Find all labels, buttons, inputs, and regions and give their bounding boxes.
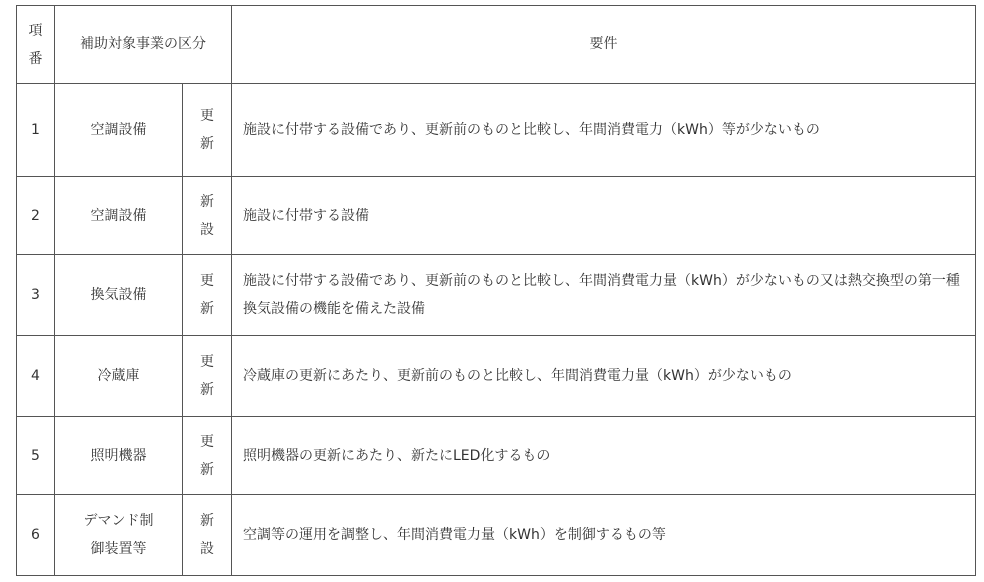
row-category-kind: 更新 xyxy=(183,255,232,336)
table-header-row xyxy=(17,6,976,84)
row-category-name: 換気設備 xyxy=(55,255,183,336)
row-number: 1 xyxy=(17,84,55,177)
table-row xyxy=(17,177,976,255)
document-body xyxy=(16,5,976,576)
row-number: 2 xyxy=(17,177,55,255)
row-number: 6 xyxy=(17,495,55,576)
table-row xyxy=(17,495,976,576)
header-category: 補助対象事業の区分 xyxy=(55,6,232,84)
row-requirement: 施設に付帯する設備 xyxy=(232,177,976,255)
row-requirement: 施設に付帯する設備であり、更新前のものと比較し、年間消費電力量（kWh）が少ないもの又は熱交換型の第一種換気設備の機能を備えた設備 xyxy=(232,255,976,336)
row-category-name: デマンド制御装置等 xyxy=(55,495,183,576)
table-row xyxy=(17,255,976,336)
row-category-name: 空調設備 xyxy=(55,177,183,255)
row-category-kind: 新設 xyxy=(183,177,232,255)
row-number: 4 xyxy=(17,336,55,417)
header-item-no: 項番 xyxy=(17,6,55,84)
row-category-kind: 更新 xyxy=(183,336,232,417)
row-category-name: 冷蔵庫 xyxy=(55,336,183,417)
table-row xyxy=(17,417,976,495)
row-requirement: 冷蔵庫の更新にあたり、更新前のものと比較し、年間消費電力量（kWh）が少ないもの xyxy=(232,336,976,417)
row-category-kind: 更新 xyxy=(183,417,232,495)
row-requirement: 照明機器の更新にあたり、新たにLED化するもの xyxy=(232,417,976,495)
row-category-name: 空調設備 xyxy=(55,84,183,177)
row-category-kind: 更新 xyxy=(183,84,232,177)
row-requirement: 空調等の運用を調整し、年間消費電力量（kWh）を制御するもの等 xyxy=(232,495,976,576)
table-row xyxy=(17,84,976,177)
row-requirement: 施設に付帯する設備であり、更新前のものと比較し、年間消費電力（kWh）等が少ないもの xyxy=(232,84,976,177)
row-category-name: 照明機器 xyxy=(55,417,183,495)
header-requirements: 要件 xyxy=(232,6,976,84)
subsidy-requirements-table xyxy=(16,5,976,576)
row-number: 3 xyxy=(17,255,55,336)
table-row xyxy=(17,336,976,417)
row-number: 5 xyxy=(17,417,55,495)
row-category-kind: 新設 xyxy=(183,495,232,576)
